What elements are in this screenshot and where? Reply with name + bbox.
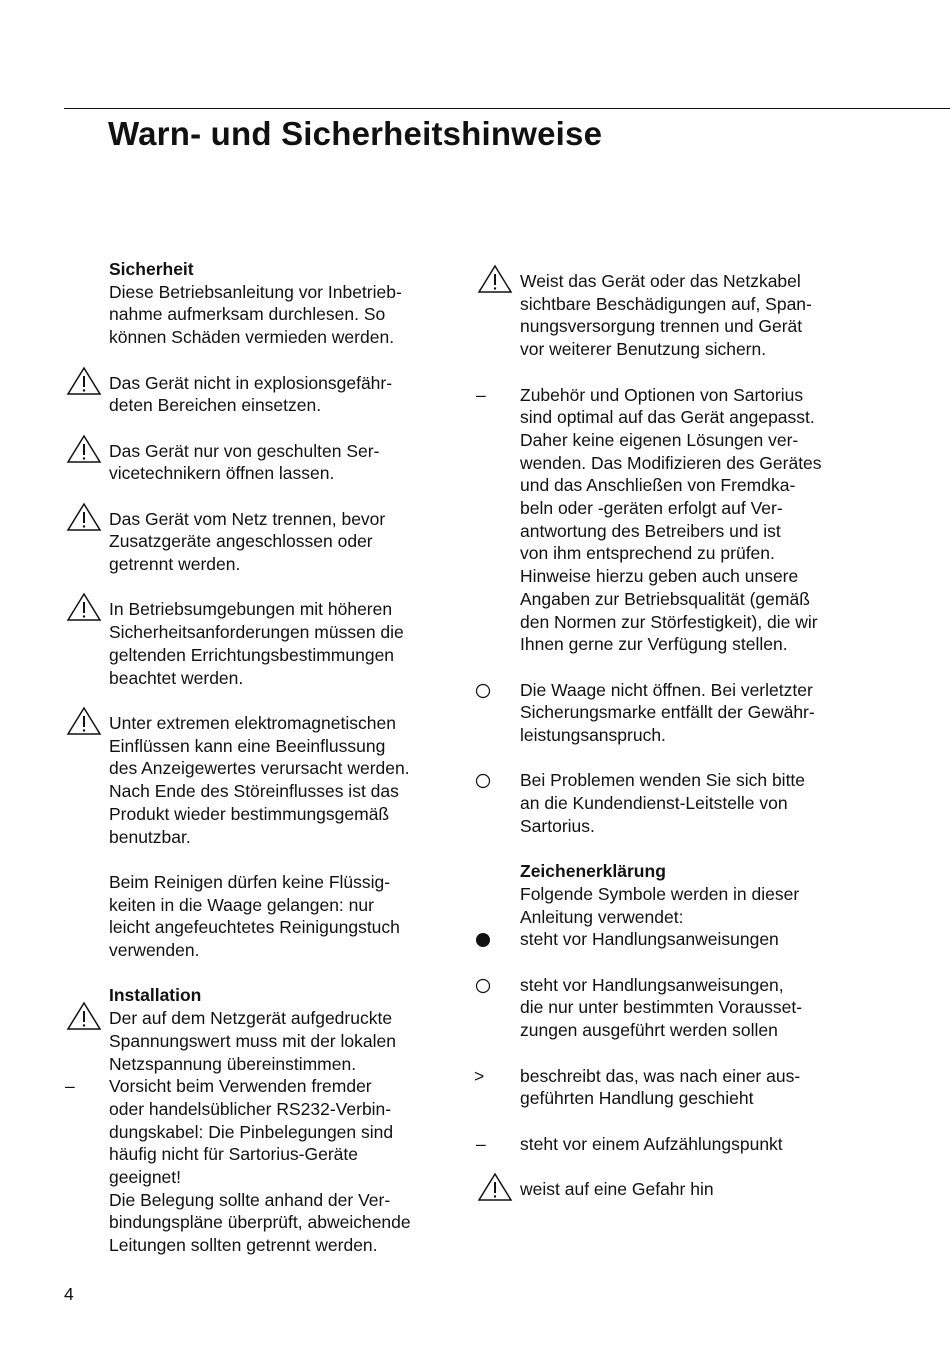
legend-item <box>520 1178 865 1201</box>
warning-item <box>109 712 439 848</box>
text-line: dungskabel: Die Pinbelegungen sind <box>109 1121 394 1142</box>
text-line: Die Waage nicht öffnen. Bei verletzter <box>520 679 813 700</box>
text-line: beachtet werden. <box>109 667 244 688</box>
legend-section <box>520 860 865 928</box>
text-line: Die Belegung sollte anhand der Ver- <box>109 1189 391 1210</box>
text-line: Spannungswert muss mit der lokalen <box>109 1030 396 1051</box>
warning-item <box>109 598 439 689</box>
text-line: Das Gerät nicht in explosionsgefähr- <box>109 372 393 393</box>
text-line: Sartorius. <box>520 815 595 836</box>
text-line: vor weiterer Benutzung sichern. <box>520 339 767 360</box>
warning-item <box>109 1007 439 1075</box>
text-line: Produkt wieder bestimmungsgemäß <box>109 803 390 824</box>
text-line: Sicherheitsanforderungen müssen die <box>109 622 404 643</box>
legend-item <box>520 974 865 1042</box>
warning-triangle-icon <box>66 592 102 622</box>
text-line: Das Gerät nur von geschulten Ser- <box>109 440 380 461</box>
section-heading-sicherheit: Sicherheit <box>109 259 194 279</box>
dash-item <box>65 1075 439 1257</box>
text-line: an die Kundendienst-Leitstelle von <box>520 793 788 814</box>
text-line: zungen ausgeführt werden sollen <box>520 1020 778 1041</box>
text-line: beschreibt das, was nach einer aus- <box>520 1065 801 1086</box>
dash-marker: – <box>476 1133 486 1154</box>
text-line: und das Anschließen von Fremdka- <box>520 475 796 496</box>
legend-item <box>476 1133 865 1156</box>
text-line: Folgende Symbole werden in dieser <box>520 883 800 904</box>
text-line: die nur unter bestimmten Vorausset- <box>520 997 803 1018</box>
text-line: nungsversorgung trennen und Gerät <box>520 316 803 337</box>
open-circle-icon <box>475 978 491 994</box>
text-line: Ihnen gerne zur Verfügung stellen. <box>520 634 788 655</box>
text-line: weist auf eine Gefahr hin <box>520 1179 714 1199</box>
warning-item <box>109 440 439 485</box>
text-line: häufig nicht für Sartorius-Geräte <box>109 1144 359 1165</box>
text-line: von ihm entsprechend zu prüfen. <box>520 543 775 564</box>
text-line: Nach Ende des Störeinflusses ist das <box>109 781 399 802</box>
text-line: Weist das Gerät oder das Netzkabel <box>520 271 801 291</box>
section-heading-installation: Installation <box>109 985 202 1006</box>
warning-triangle-icon <box>477 1172 513 1202</box>
right-column <box>474 270 865 1223</box>
warning-item <box>109 508 439 576</box>
text-line: oder handelsüblicher RS232-Verbin- <box>109 1098 392 1119</box>
page-title: Warn- und Sicherheitshinweise <box>108 115 603 152</box>
warning-triangle-icon <box>66 366 102 396</box>
circle-item <box>520 679 865 747</box>
cleaning-paragraph <box>109 871 439 962</box>
text-line: steht vor Handlungsanweisungen <box>520 929 779 950</box>
header-rule <box>64 108 950 109</box>
filled-bullet-icon <box>475 932 491 948</box>
text-line: Sicherungsmarke entfällt der Gewähr- <box>520 702 815 723</box>
warning-triangle-icon <box>477 264 513 294</box>
text-line: Vorsicht beim Verwenden fremder <box>109 1076 372 1097</box>
text-line: keiten in die Waage gelangen: nur <box>109 894 374 915</box>
text-line: getrennt werden. <box>109 554 241 575</box>
text-line: benutzbar. <box>109 826 191 847</box>
text-line: Hinweise hierzu geben auch unsere <box>520 566 799 587</box>
text-line: wenden. Das Modifizieren des Gerätes <box>520 452 822 473</box>
text-line: bindungspläne überprüft, abweichende <box>109 1212 411 1233</box>
installation-section <box>109 984 439 1007</box>
text-line: nahme aufmerksam durchlesen. So <box>109 304 386 325</box>
dash-marker: – <box>476 384 486 405</box>
circle-item <box>520 769 865 837</box>
dash-item <box>476 384 865 656</box>
text-line: sichtbare Beschädigungen auf, Span- <box>520 293 812 314</box>
warning-item <box>109 372 439 417</box>
legend-item <box>474 1065 865 1110</box>
warning-triangle-icon <box>66 1001 102 1031</box>
text-line: sind optimal auf das Gerät angepasst. <box>520 407 815 428</box>
text-line: antwortung des Betreibers und ist <box>520 520 781 541</box>
text-line: verwenden. <box>109 940 200 960</box>
warning-triangle-icon <box>66 502 102 532</box>
sicherheit-section <box>109 258 439 349</box>
text-line: Anleitung verwendet: <box>520 906 684 927</box>
text-line: steht vor einem Aufzählungspunkt <box>520 1133 783 1154</box>
text-line: Leitungen sollten getrennt werden. <box>109 1235 378 1256</box>
text-line: Bei Problemen wenden Sie sich bitte <box>520 770 806 791</box>
text-line: deten Bereichen einsetzen. <box>109 395 322 416</box>
text-line: steht vor Handlungsanweisungen, <box>520 974 784 995</box>
text-line: können Schäden vermieden werden. <box>109 327 395 348</box>
dash-marker: – <box>65 1076 75 1097</box>
text-line: Einflüssen kann eine Beeinflussung <box>109 735 386 756</box>
text-line: Angaben zur Betriebsqualität (gemäß <box>520 588 810 609</box>
text-line: Das Gerät vom Netz trennen, bevor <box>109 508 386 529</box>
warning-triangle-icon <box>66 706 102 736</box>
text-line: beln oder -geräten erfolgt auf Ver- <box>520 498 783 519</box>
section-heading-legend: Zeichenerklärung <box>520 861 666 882</box>
text-line: den Normen zur Störfestigkeit), die wir <box>520 611 818 632</box>
text-line: Diese Betriebsanleitung vor Inbetrieb- <box>109 281 402 302</box>
text-line: leistungsanspruch. <box>520 725 666 746</box>
greater-than-marker: > <box>474 1065 485 1086</box>
text-line: Zusatzgeräte angeschlossen oder <box>109 531 373 552</box>
left-column <box>65 258 439 1257</box>
open-circle-icon <box>475 683 491 699</box>
text-line: vicetechnikern öffnen lassen. <box>109 463 335 484</box>
text-line: Daher keine eigenen Lösungen ver- <box>520 429 799 450</box>
text-line: leicht angefeuchtetes Reinigungstuch <box>109 917 400 938</box>
text-line: geführten Handlung geschieht <box>520 1088 754 1109</box>
warning-triangle-icon <box>66 434 102 464</box>
text-line: Zubehör und Optionen von Sartorius <box>520 384 804 405</box>
open-circle-icon <box>475 773 491 789</box>
text-line: Der auf dem Netzgerät aufgedruckte <box>109 1008 393 1029</box>
text-line: des Anzeigewertes verursacht werden. <box>109 758 410 779</box>
text-line: geltenden Errichtungsbestimmungen <box>109 644 395 665</box>
page-number: 4 <box>64 1284 74 1304</box>
text-line: Netzspannung übereinstimmen. <box>109 1053 357 1074</box>
text-line: Unter extremen elektromagnetischen <box>109 712 396 733</box>
text-line: Beim Reinigen dürfen keine Flüssig- <box>109 871 391 892</box>
warning-item <box>520 270 865 361</box>
text-line: geeignet! <box>109 1167 182 1188</box>
text-line: In Betriebsumgebungen mit höheren <box>109 599 393 620</box>
legend-item <box>520 928 865 951</box>
